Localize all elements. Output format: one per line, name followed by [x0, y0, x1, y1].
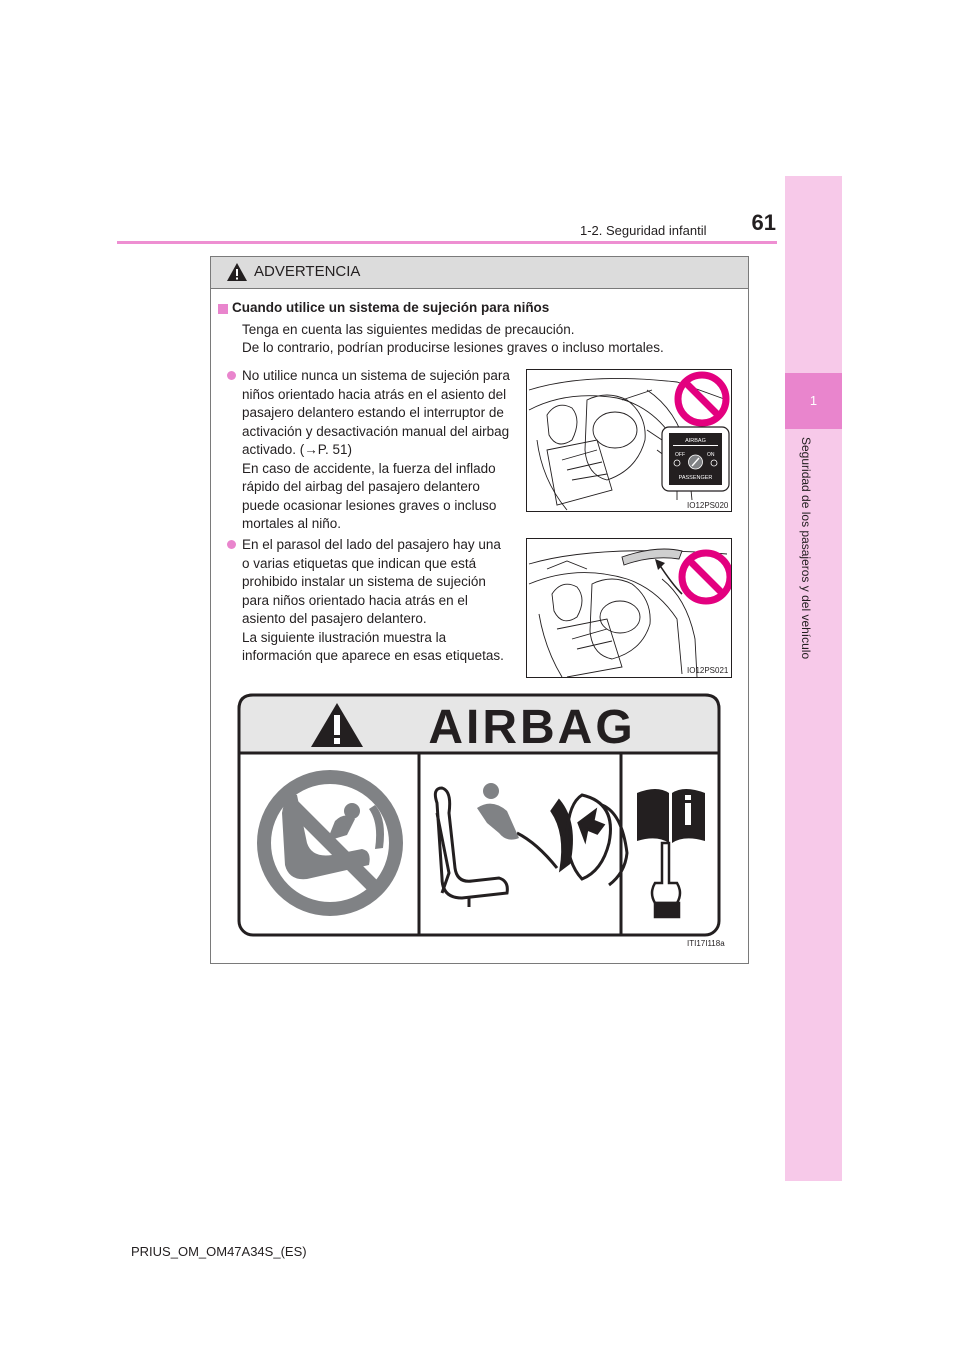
car-interior-visor-illustration	[527, 539, 732, 678]
bullet-line: mortales al niño.	[242, 516, 342, 531]
intro-line: De lo contrario, podrían producirse lesiones graves o incluso mortales.	[242, 340, 664, 355]
bullet-line: pasajero delantero estando el interruptor de	[242, 405, 504, 420]
car-interior-illustration	[527, 370, 732, 512]
illustration-child-seat-airbag-switch	[526, 369, 732, 512]
bullet-line: activación y desactivación manual del airbag	[242, 423, 510, 439]
warning-title: ADVERTENCIA	[254, 263, 361, 280]
chapter-side-tab	[785, 176, 842, 1181]
prohibition-sign-icon	[678, 375, 726, 423]
bullet-line: información que aparece en esas etiquetas.	[242, 648, 504, 663]
warning-triangle-icon	[226, 262, 248, 282]
bullet-line: rápido del airbag del pasajero delantero	[242, 479, 480, 494]
bullet-line: No utilice nunca un sistema de sujeción para	[242, 368, 510, 383]
bullet-dot	[227, 540, 236, 549]
illustration-code: IO12PS020	[687, 501, 729, 510]
intro-line: Tenga en cuenta las siguientes medidas de precaución.	[242, 322, 575, 337]
illustration-sun-visor-label	[526, 538, 732, 678]
bullet-dot	[227, 371, 236, 380]
bullet-paragraph	[242, 536, 514, 666]
bullet-line: En caso de accidente, la fuerza del inflado	[242, 460, 496, 476]
illustration-code: ITI17I118a	[687, 939, 725, 948]
bullet-line: puede ocasionar lesiones graves o incluso	[242, 497, 497, 513]
airbag-warning-label	[237, 693, 721, 937]
switch-passenger-text: PASSENGER	[678, 475, 713, 481]
switch-airbag-text: AIRBAG	[685, 438, 706, 444]
section-square-bullet	[218, 304, 228, 314]
section-title: 1-2. Seguridad infantil	[580, 223, 707, 238]
switch-on-text: ON	[707, 452, 715, 458]
bullet-paragraph	[242, 367, 514, 534]
prohibition-sign-icon	[682, 553, 730, 601]
bullet-line: prohibido instalar un sistema de sujeción	[242, 574, 486, 589]
bullet-line: asiento del pasajero delantero.	[242, 611, 427, 626]
warning-subheading: Cuando utilice un sistema de sujeción para niños	[232, 300, 550, 315]
header-rule	[117, 241, 777, 244]
manual-code-footer: PRIUS_OM_OM47A34S_(ES)	[131, 1244, 307, 1259]
switch-off-text: OFF	[675, 452, 685, 458]
bullet-line: o varias etiquetas que indican que está	[242, 555, 477, 571]
chapter-number-tab: 1	[785, 373, 842, 429]
bullet-line: niños orientado hacia atrás en el asiento del	[242, 386, 507, 402]
label-airbag-heading: AIRBAG	[428, 701, 636, 754]
bullet-line: En el parasol del lado del pasajero hay una	[242, 537, 501, 552]
chapter-title-vertical: Seguridad de los pasajeros y del vehículo	[799, 437, 813, 660]
page-number: 61	[751, 210, 776, 235]
bullet-line: para niños orientado hacia atrás en el	[242, 592, 468, 608]
bullet-line: La siguiente ilustración muestra la	[242, 629, 447, 645]
illustration-code: IO12PS021	[687, 666, 729, 675]
bullet-line: activado. (→P. 51)	[242, 442, 353, 457]
airbag-label-graphic	[237, 693, 721, 937]
